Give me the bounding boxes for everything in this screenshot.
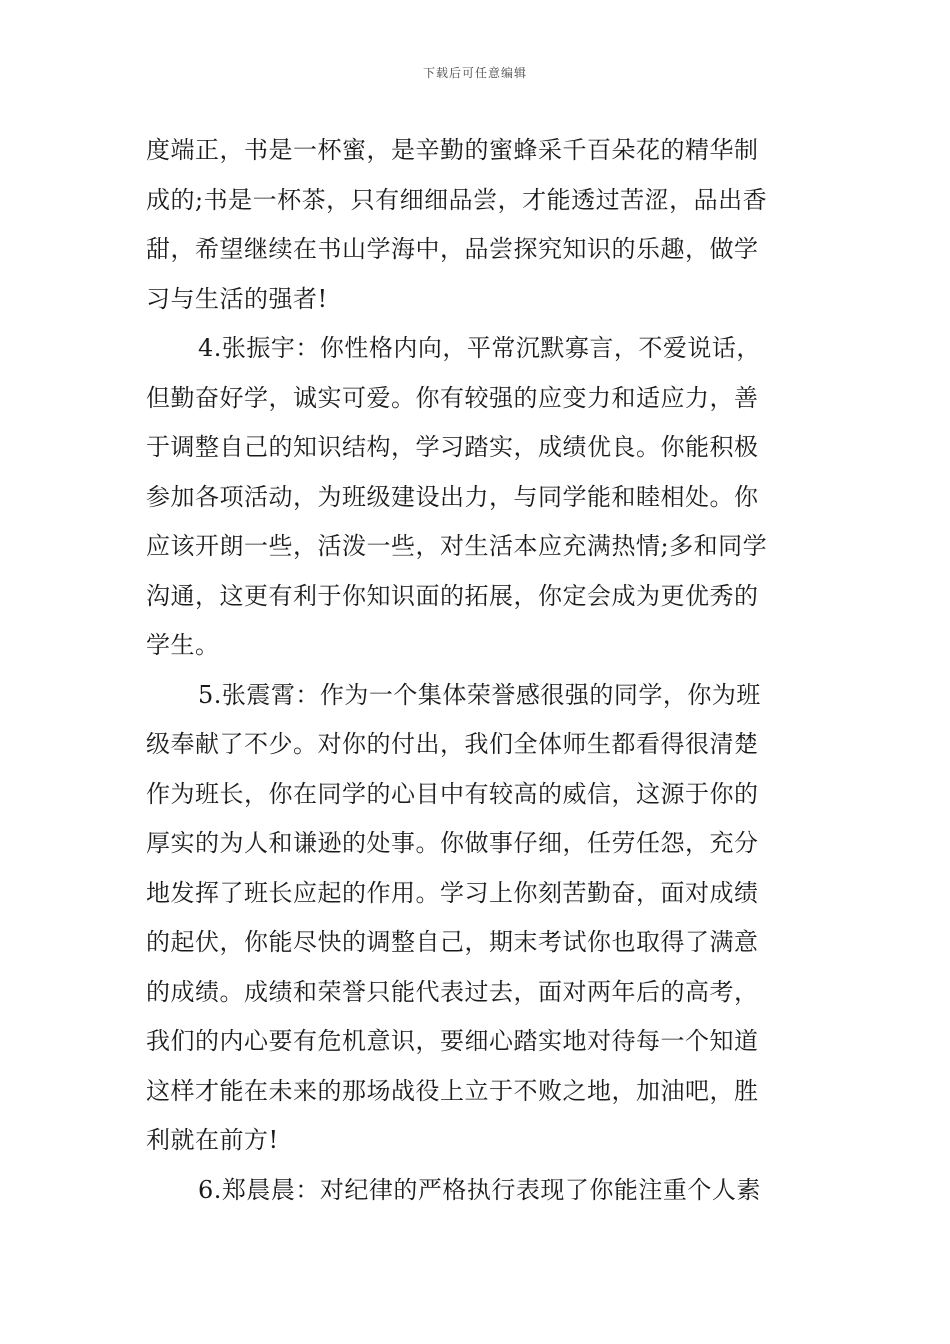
text-line: 作为班长，你在同学的心目中有较高的威信，这源于你的 (146, 779, 759, 808)
text-line: 级奉献了不少。对你的付出，我们全体师生都看得很清楚 (146, 730, 759, 758)
text-line: 学生。 (146, 631, 220, 659)
text-line: 4.张振宇：你性格内向，平常沉默寡言，不爱说话， (198, 334, 761, 362)
text-line: 于调整自己的知识结构，学习踏实，成绩优良。你能积极 (146, 433, 759, 461)
text-line: 甜，希望继续在书山学海中，品尝探究知识的乐趣，做学 (146, 235, 759, 263)
text-line: 地发挥了班长应起的作用。学习上你刻苦勤奋，面对成绩 (146, 878, 759, 907)
text-line: 利就在前方! (146, 1126, 279, 1154)
text-line: 成的;书是一杯茶，只有细细品尝，才能透过苦涩，品出香 (146, 185, 768, 214)
text-line: 这样才能在未来的那场战役上立于不败之地，加油吧，胜 (146, 1076, 759, 1105)
text-line: 但勤奋好学，诚实可爱。你有较强的应变力和适应力，善 (146, 383, 759, 412)
text-line: 6.郑晨晨：对纪律的严格执行表现了你能注重个人素 (198, 1175, 761, 1204)
text-line: 沟通，这更有利于你知识面的拓展，你定会成为更优秀的 (146, 581, 759, 610)
header-note: 下载后可任意编辑 (422, 66, 527, 80)
text-line: 习与生活的强者! (146, 284, 328, 313)
document-body (146, 126, 808, 1215)
text-line: 我们的内心要有危机意识，要细心踏实地对待每一个知道 (146, 1027, 759, 1055)
text-line: 度端正，书是一杯蜜，是辛勤的蜜蜂采千百朵花的精华制 (146, 136, 759, 164)
text-line: 参加各项活动，为班级建设出力，与同学能和睦相处。你 (146, 482, 759, 511)
text-line: 应该开朗一些，活泼一些，对生活本应充满热情;多和同学 (146, 532, 768, 560)
text-line: 5.张震霄：作为一个集体荣誉感很强的同学，你为班 (198, 680, 761, 709)
text-line: 的成绩。成绩和荣誉只能代表过去，面对两年后的高考， (146, 977, 759, 1006)
text-line: 厚实的为人和谦逊的处事。你做事仔细，任劳任怨，充分 (146, 829, 759, 857)
text-line: 的起伏，你能尽快的调整自己，期末考试你也取得了满意 (146, 928, 759, 956)
